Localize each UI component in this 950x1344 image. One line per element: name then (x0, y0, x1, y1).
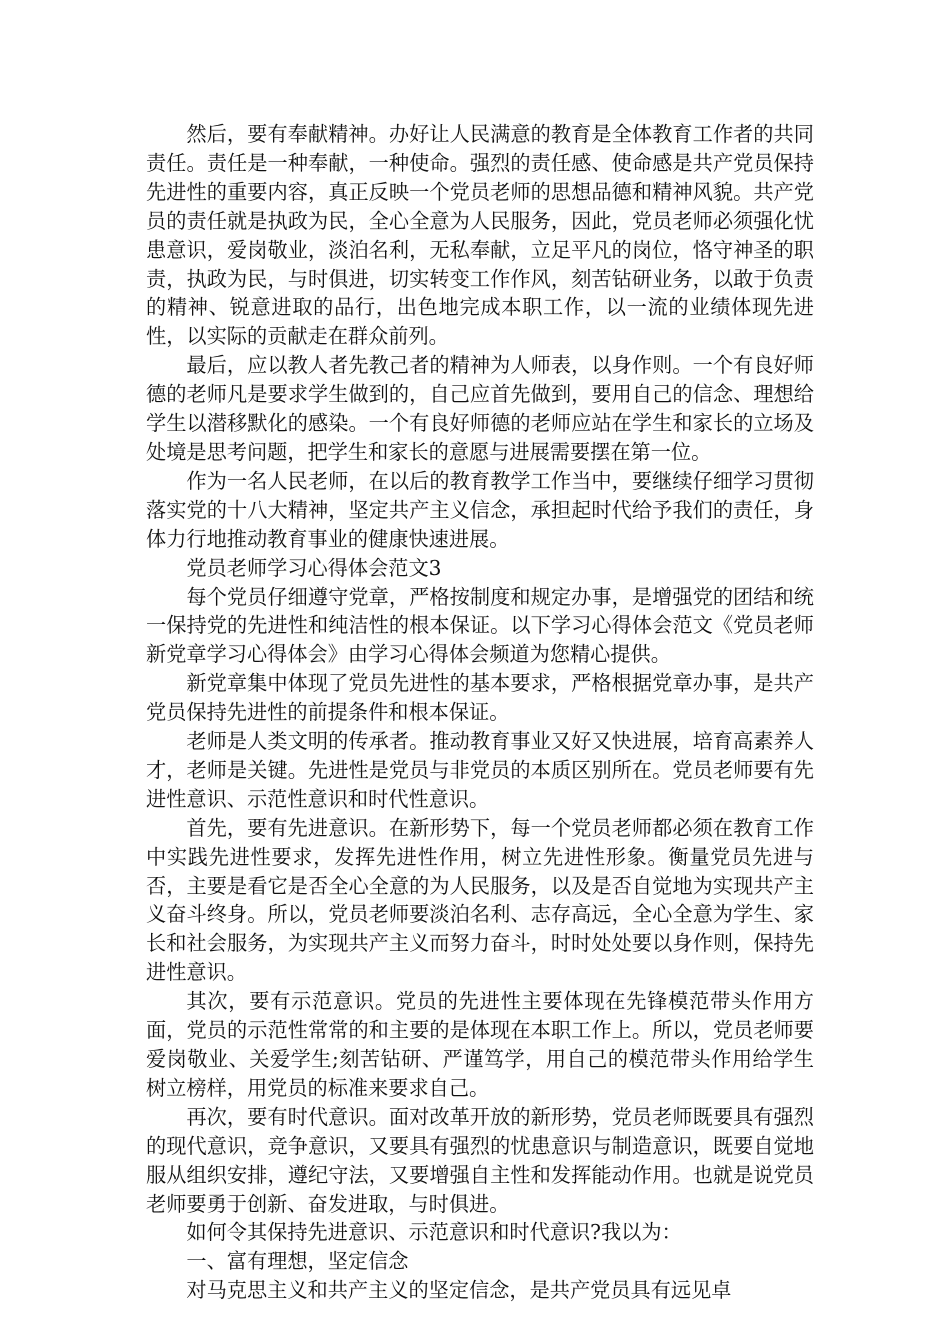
paragraph-question: 如何令其保持先进意识、示范意识和时代意识?我以为： (186, 1220, 682, 1245)
subheading-ideals: 一、富有理想，坚定信念 (186, 1249, 409, 1274)
paragraph-exemplary-awareness: 其次，要有示范意识。党员的先进性主要体现在先锋模范带头作用方面，党员的示范性常常的和主要的是体现在本职工作上。所以，党员老师要爱岗敬业、关爱学生;刻苦钻研、严谨笃学，用自己的模范带头作用给学生树立榜样，用党员的标准来要求自己。 (146, 989, 814, 1100)
paragraph-party-constitution: 新党章集中体现了党员先进性的基本要求，严格根据党章办事，是共产党员保持先进性的前提条件和根本保证。 (146, 671, 814, 725)
document-page (146, 120, 814, 1305)
paragraph-advanced-awareness: 首先，要有先进意识。在新形势下，每一个党员老师都必须在教育工作中实践先进性要求，发挥先进性作用，树立先进性形象。衡量党员先进与否，主要是看它是否全心全意的为人民服务，以及是否自觉地为实现共产主义奋斗终身。所以，党员老师要淡泊名利、志存高远，全心全意为学生、家长和社会服务，为实现共产主义而努力奋斗，时时处处要以身作则，保持先进性意识。 (146, 815, 814, 985)
paragraph-teacher-role: 老师是人类文明的传承者。推动教育事业又好又快进展，培育高素养人才，老师是关键。先进性是党员与非党员的本质区别所在。党员老师要有先进性意识、示范性意识和时代性意识。 (146, 729, 814, 811)
section-heading-sample-3: 党员老师学习心得体会范文3 (186, 555, 442, 580)
paragraph-role-model: 最后，应以教人者先教己者的精神为人师表，以身作则。一个有良好师德的老师凡是要求学生做到的，自己应首先做到，要用自己的信念、理想给学生以潜移默化的感染。一个有良好师德的老师应站在学生和家长的立场及处境是思考问题，把学生和家长的意愿与进展需要摆在第一位。 (146, 353, 814, 464)
paragraph-intro: 每个党员仔细遵守党章，严格按制度和规定办事，是增强党的团结和统一保持党的先进性和纯洁性的根本保证。以下学习心得体会范文《党员老师新党章学习心得体会》由学习心得体会频道为您精心提供。 (146, 584, 814, 667)
paragraph-era-awareness: 再次，要有时代意识。面对改革开放的新形势，党员老师既要具有强烈的现代意识，竞争意识，又要具有强烈的忧患意识与制造意识，既要自觉地服从组织安排，遵纪守法，又要增强自主性和发挥能动作用。也就是说党员老师要勇于创新、奋发进取，与时俱进。 (146, 1104, 814, 1216)
paragraph-conclusion: 作为一名人民老师，在以后的教育教学工作当中，要继续仔细学习贯彻落实党的十八大精神，坚定共产主义信念，承担起时代给予我们的责任，身体力行地推动教育事业的健康快速进展。 (146, 468, 814, 551)
paragraph-dedication: 然后，要有奉献精神。办好让人民满意的教育是全体教育工作者的共同责任。责任是一种奉献，一种使命。强烈的责任感、使命感是共产党员保持先进性的重要内容，真正反映一个党员老师的思想品德和精神风貌。共产党员的责任就是执政为民，全心全意为人民服务，因此，党员老师必须强化忧患意识，爱岗敬业，淡泊名利，无私奉献，立足平凡的岗位，恪守神圣的职责，执政为民，与时俱进，切实转变工作作风，刻苦钻研业务，以敢于负责的精神、锐意进取的品行，出色地完成本职工作，以一流的业绩体现先进性，以实际的贡献走在群众前列。 (146, 122, 814, 349)
paragraph-marxism: 对马克思主义和共产主义的坚定信念，是共产党员具有远见卓 (186, 1278, 732, 1303)
